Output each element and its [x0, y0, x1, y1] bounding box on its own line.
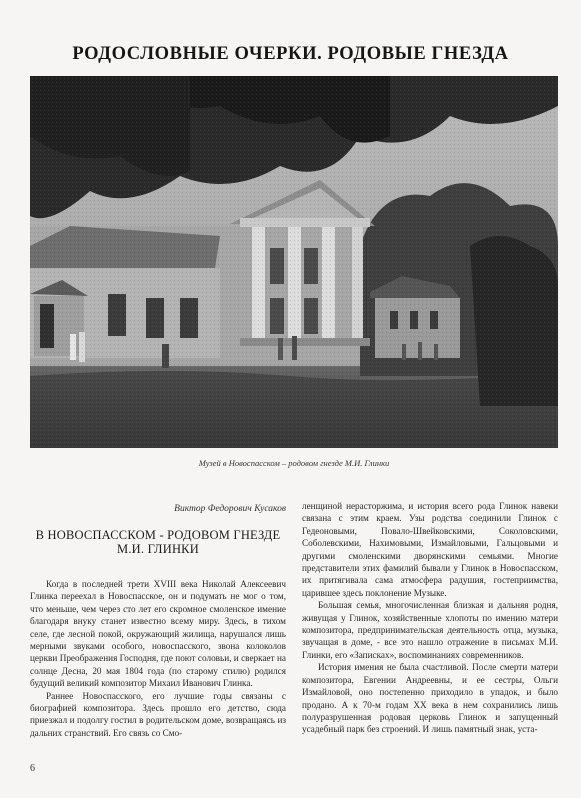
- article-author: Виктор Федорович Кусаков: [174, 504, 286, 514]
- right-column: [302, 500, 558, 736]
- paragraph: Большая семья, многочисленная близкая и дальняя родня, живущая у Глинок, хозяйственные хлопоты по имению матери композитора, предпринимательская деятельность отца, музыка, звучащая в доме, - все это нашло отражение в письмах М.И. Глинки, его «Записках», воспоминаниях современников.: [302, 600, 558, 660]
- page-number: 6: [30, 763, 35, 774]
- page-title: РОДОСЛОВНЫЕ ОЧЕРКИ. РОДОВЫЕ ГНЕЗДА: [72, 44, 509, 64]
- article-title: [30, 528, 286, 556]
- paragraph: Раннее Новоспасского, его лучшие годы связаны с биографией композитора. Здесь прошло его детство, сюда приезжал и подолгу гостил в родительском доме, возвращаясь из дальних странствий. Его связь со Смо-: [30, 690, 286, 738]
- article-title-line1: В НОВОСПАССКОМ - РОДОВОМ ГНЕЗДЕ: [35, 528, 281, 542]
- paragraph: Когда в последней трети XVIII века Николай Алексеевич Глинка переехал в Новоспасское, он и подумать не мог о том, что меньше, чем через сто лет его скромное смоленское имение благодаря внуку станет известно всему миру. Здесь, в тихом селе, где лесной покой, окружающий жилища, нарушался лишь мерными звуками особого, новоспасского, звона колоколов церкви Преображения Господня, где поют соловьи, и сверкает на солнце Десна, 20 мая 1804 года (по старому стилю) родился будущий великий композитор Михаил Иванович Глинка.: [30, 579, 286, 689]
- left-column: [30, 578, 286, 739]
- museum-photo-image: [30, 76, 558, 448]
- paragraph: ленщиной нерасторжима, и история всего рода Глинок навеки связана с этим краем. Узы родства соединили Глинок с Гедеоновыми, Повало-Швейковскими, Соколовскими, Соболевскими, Нахимовыми, Измайловыми, Гальцовыми и другими смоленскими дворянскими семьями. Многие представители этих фамилий бывали у Глинок в Новоспасском, их притягивала сама атмосфера радушия, гостеприимства, царившее здесь поклонение Музыке.: [302, 501, 558, 598]
- article-title-line2: М.И. ГЛИНКИ: [117, 542, 199, 556]
- photo-caption: Музей в Новоспасском – родовом гнезде М.И. Глинки: [198, 458, 390, 468]
- paragraph: История имения не была счастливой. После смерти матери композитора, Евгении Андреевны, и ее сестры, Ольги Измайловой, оно постепенно приходило в упадок, и было продано. А к 70-м годам XX века в нем сохранились лишь полуразрушенная родовая церковь Глинок и запущенный усадебный парк без строений. И лишь памятный знак, уста-: [302, 662, 558, 735]
- museum-photo: [30, 76, 558, 448]
